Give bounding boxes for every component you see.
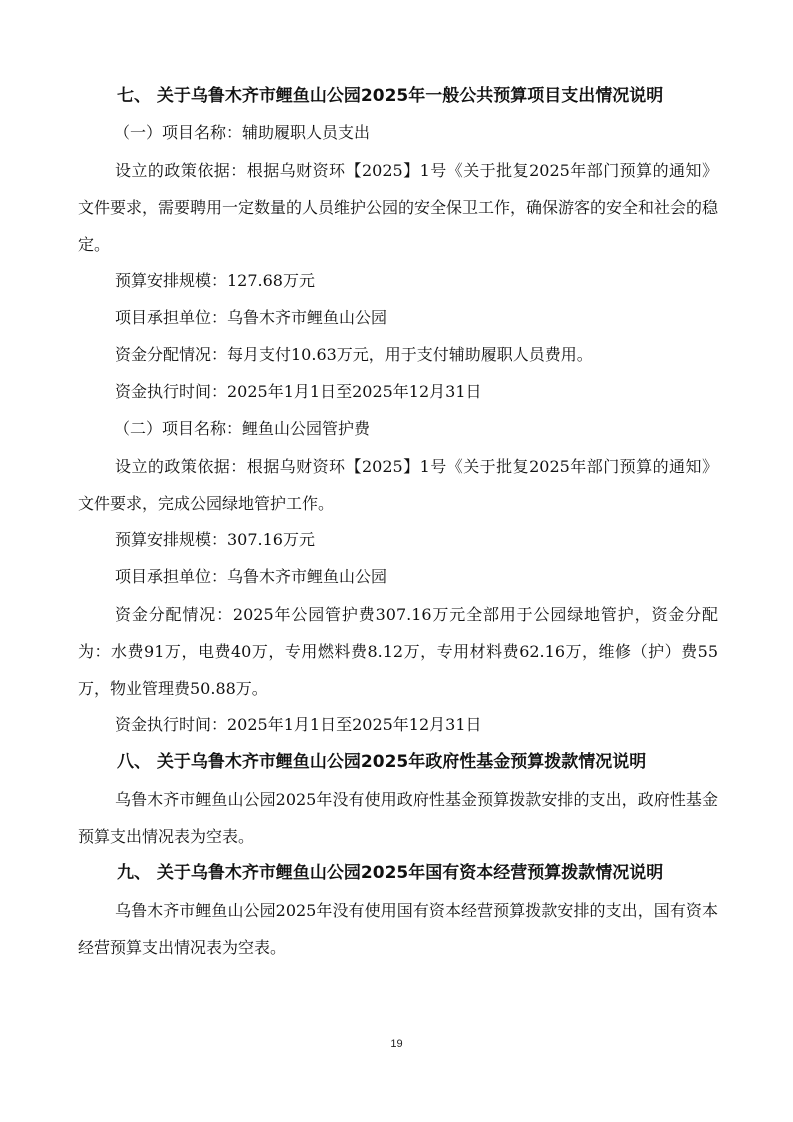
section-8-heading: 八、 关于乌鲁木齐市鲤鱼山公园2025年政府性基金预算拨款情况说明	[117, 752, 647, 772]
project-1-scale: 预算安排规模：127.68万元	[115, 271, 315, 290]
project-2-period: 资金执行时间：2025年1月1日至2025年12月31日	[115, 715, 482, 734]
project-1-period: 资金执行时间：2025年1月1日至2025年12月31日	[115, 382, 482, 401]
project-1-allocation: 资金分配情况：每月支付10.63万元，用于支付辅助履职人员费用。	[115, 345, 593, 364]
project-2-scale: 预算安排规模：307.16万元	[115, 530, 315, 549]
section-9-heading: 九、 关于乌鲁木齐市鲤鱼山公园2025年国有资本经营预算拨款情况说明	[117, 863, 664, 883]
project-2-title: （二）项目名称：鲤鱼山公园管护费	[114, 419, 371, 438]
project-2-unit: 项目承担单位：乌鲁木齐市鲤鱼山公园	[115, 567, 388, 586]
document-page	[78, 86, 718, 974]
project-1-basis: 设立的政策依据：根据乌财资环【2025】1号《关于批复2025年部门预算的通知》文件要求，需要聘用一定数量的人员维护公园的安全保卫工作，确保游客的安全和社会的稳定。	[78, 161, 719, 254]
page-number: 19	[390, 1038, 403, 1050]
project-2-allocation: 资金分配情况：2025年公园管护费307.16万元全部用于公园绿地管护，资金分配为：水费91万，电费40万，专用燃料费8.12万，专用材料费62.16万，维修（护）费55万，物业管理费50.88万。	[78, 605, 718, 698]
project-1-title: （一）项目名称：辅助履职人员支出	[114, 123, 371, 142]
project-2-basis: 设立的政策依据：根据乌财资环【2025】1号《关于批复2025年部门预算的通知》文件要求，完成公园绿地管护工作。	[78, 457, 718, 513]
section-9-body: 乌鲁木齐市鲤鱼山公园2025年没有使用国有资本经营预算拨款安排的支出，国有资本经营预算支出情况表为空表。	[78, 901, 718, 957]
project-1-unit: 项目承担单位：乌鲁木齐市鲤鱼山公园	[115, 308, 388, 327]
section-7-heading: 七、 关于乌鲁木齐市鲤鱼山公园2025年一般公共预算项目支出情况说明	[117, 86, 664, 106]
section-8-body: 乌鲁木齐市鲤鱼山公园2025年没有使用政府性基金预算拨款安排的支出，政府性基金预算支出情况表为空表。	[78, 790, 718, 846]
